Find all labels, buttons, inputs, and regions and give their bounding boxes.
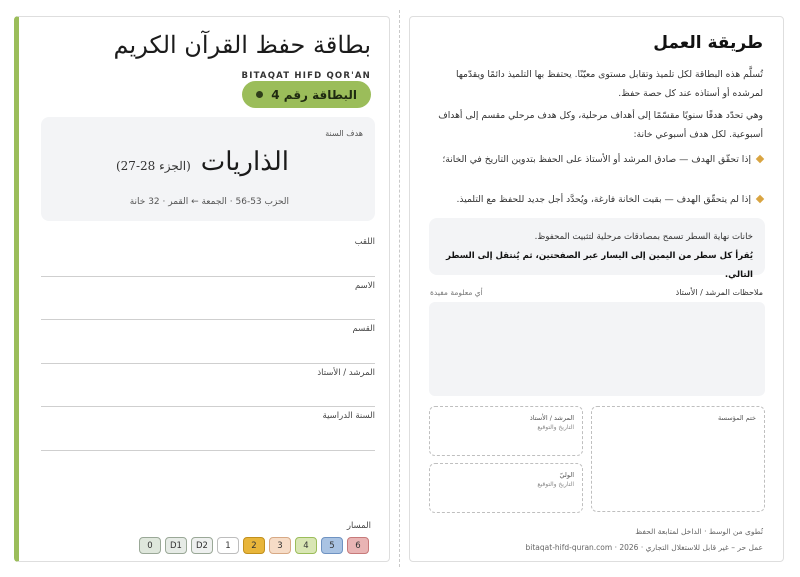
signature-box-guardian[interactable] [429, 463, 583, 513]
badge-dot-icon [256, 91, 263, 98]
note-line: خانات نهاية السطر تسمح بمصادقات مرحلية لتثبيت المحفوظ. [534, 232, 753, 242]
track-chip[interactable]: 1 [217, 537, 239, 554]
bullet-diamond-icon [756, 155, 764, 163]
notes-hint: أي معلومة مفيدة [430, 288, 483, 297]
card-title: بطاقة حفظ القرآن الكريم [113, 31, 371, 59]
signature-title: المرشد / الأستاذ [529, 414, 574, 422]
signature-box-teacher[interactable] [429, 406, 583, 456]
fold-divider [399, 10, 400, 567]
field-teacher[interactable] [41, 364, 375, 408]
card-number-label: البطاقة رقم 4 [271, 87, 357, 102]
track-chip[interactable]: 0 [139, 537, 161, 554]
instructions-panel [409, 16, 784, 562]
memorization-card [14, 16, 390, 562]
instructions-title: طريقة العمل [653, 33, 763, 53]
goal-main [116, 147, 289, 177]
student-fields [41, 233, 375, 451]
field-surname[interactable] [41, 233, 375, 277]
annual-goal-box [41, 117, 375, 221]
instructions-paragraph-2: وهي تحدّد هدفًا سنويًا مقسّمًا إلى أهداف مرحلية، وكل هدف مرحلي مقسم إلى أهداف أسبوعية. لكل هدف أسبوعي خانة: [438, 110, 763, 140]
track-chip[interactable]: D1 [165, 537, 187, 554]
signature-sub: التاريخ والتوقيع [537, 424, 574, 431]
field-label: السنة الدراسية [322, 411, 375, 421]
field-label: المرشد / الأستاذ [317, 367, 375, 378]
instructions-bullet-not-achieved [427, 190, 763, 209]
track-chip[interactable]: 3 [269, 537, 291, 554]
instructions-bullet-achieved [427, 150, 763, 169]
signature-sub: التاريخ والتوقيع [537, 481, 574, 488]
field-name[interactable] [41, 277, 375, 321]
track-chip[interactable]: 5 [321, 537, 343, 554]
bullet-text: إذا تحقّق الهدف — صادق المرشد أو الأستاذ على الحفظ بتدوين التاريخ في الخانة؛ [442, 154, 751, 165]
field-class[interactable] [41, 320, 375, 364]
bullet-text: إذا لم يتحقّق الهدف — بقيت الخانة فارغة، ويُحدَّد أجل جديد للحفظ مع التلميذ. [456, 194, 751, 205]
signature-title: ختم المؤسسة [717, 414, 756, 422]
track-label: المسار [346, 521, 371, 531]
track-chip[interactable]: 2 [243, 537, 265, 554]
footer-fold-note: تُطوى من الوسط · الداخل لمتابعة الحفظ [635, 527, 763, 536]
field-school-year[interactable] [41, 407, 375, 451]
instructions-paragraph-1: تُسلَّم هذه البطاقة لكل تلميذ وتقابل مستوى معيّنًا. يحتفظ بها التلميذ دائمًا ويقدّمها لمرشده أو أستاذه عند كل حصة حفظ. [456, 69, 763, 99]
notes-heading: ملاحظات المرشد / الأستاذ [675, 288, 763, 297]
goal-meta: الحزب 53-56 · الجمعة ← القمر · 32 خانة [129, 197, 289, 207]
track-chip[interactable]: D2 [191, 537, 213, 554]
card-subtitle: BITAQAT HIFD QOR'AN [241, 71, 371, 81]
track-chip[interactable]: 4 [295, 537, 317, 554]
field-label: القسم [352, 324, 375, 334]
bullet-diamond-icon [756, 195, 764, 203]
field-label: اللقب [354, 237, 375, 247]
goal-label: هدف السنة [325, 129, 363, 138]
signature-title: الوليّ [559, 471, 574, 479]
footer-license: عمل حر – غير قابل للاستغلال التجاري · 2026 · bitaqat-hifd-quran.com [525, 543, 763, 552]
track-chip[interactable]: 6 [347, 537, 369, 554]
notes-area[interactable] [429, 302, 765, 396]
field-label: الاسم [355, 280, 375, 291]
reading-note-box [429, 218, 765, 280]
goal-surah: الذاريات [200, 147, 289, 177]
goal-juz: (الجزء 28-27) [115, 159, 191, 173]
card-number-badge [242, 81, 371, 108]
track-chips [139, 537, 369, 554]
note-line-bold: يُقرأ كل سطر من اليمين إلى اليسار عبر الصفحتين، ثم يُنتقل إلى السطر التالي. [446, 251, 753, 280]
signature-box-stamp[interactable] [591, 406, 765, 512]
